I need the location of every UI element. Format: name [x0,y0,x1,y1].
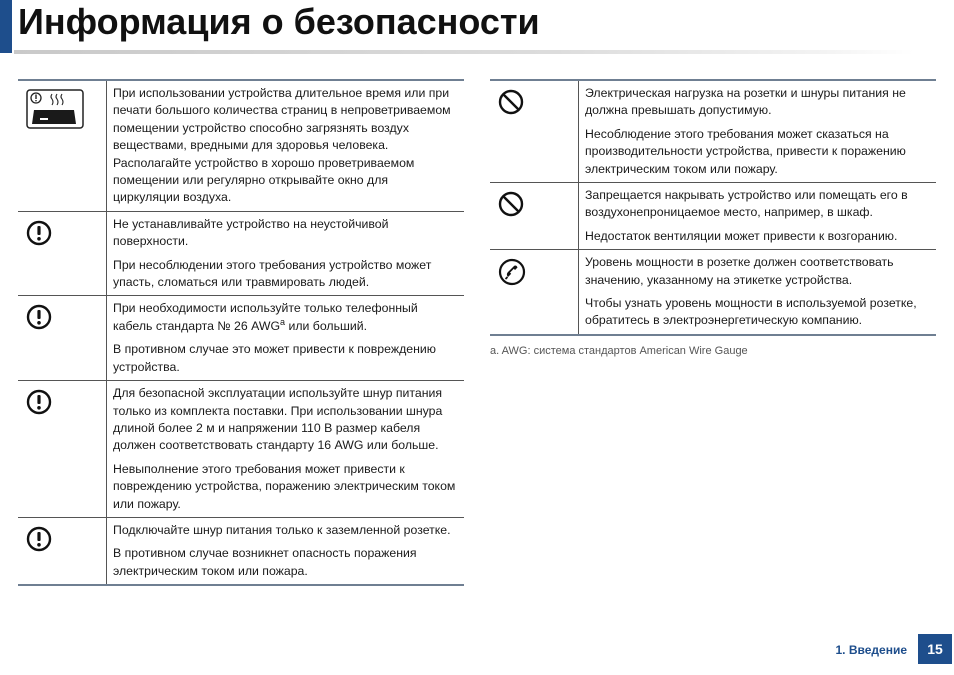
page-number: 15 [918,634,952,664]
safety-table-right [490,79,936,336]
table-row [490,80,936,183]
safety-text: Для безопасной эксплуатации используйте шнур питания только из комплекта поставки. При использовании шнура длиной более 2 м и напряжении 110 В размер кабеля должен соответствовать стандарту 16 AWG или больше. [113,386,443,453]
table-row [18,80,464,211]
footnote-ref[interactable]: a [280,316,286,327]
table-row [18,296,464,381]
safety-text: При использовании устройства длительное время или при печати большого количества страниц в непроветриваемом помещении устройство способно загрязнять воздух веществами, вредными для здоровья человека. Располагайте устройство в хорошо проветриваемом помещении или регулярно открывайте окно для циркуляции воздуха. [113,86,451,205]
prohibited-icon [498,191,578,217]
caution-icon [26,389,106,415]
safety-text: Запрещается накрывать устройство или помещать его в воздухонепроницаемое место, например, в шкаф. [585,188,908,220]
safety-consequence: Несоблюдение этого требования может сказаться на производительности устройства, привести к поражению электрическим током или пожару. [585,126,906,176]
safety-text: Подключайте шнур питания только к заземленной розетке. [113,522,451,537]
prohibited-icon [498,89,578,115]
caution-icon [26,220,106,246]
footnote: a. AWG: система стандартов American Wire Gauge [490,345,748,357]
safety-consequence: При несоблюдении этого требования устройство может упасть, сломаться или травмировать людей. [113,257,432,290]
table-row [490,183,936,250]
table-row [18,381,464,518]
table-row [490,250,936,335]
safety-text [113,300,458,335]
safety-text: Электрическая нагрузка на розетки и шнуры питания не должна превышать допустимую. [585,86,906,118]
safety-consequence: Чтобы узнать уровень мощности в используемой розетке, обратитесь в электроэнергетическую компанию. [585,296,917,328]
title-underline [14,50,914,54]
caution-icon [26,304,106,330]
table-row [18,517,464,585]
safety-text: Не устанавливайте устройство на неустойчивой поверхности. [113,216,389,249]
safety-consequence: В противном случае это может привести к повреждению устройства. [113,342,436,374]
phone-handset-icon [498,258,578,286]
safety-consequence: Невыполнение этого требования может привести к повреждению устройства, поражению электрическим током или пожару. [113,461,456,511]
safety-table-left [18,79,464,586]
table-row [18,211,464,296]
caution-icon [26,526,106,552]
safety-text-part: При необходимости используйте только телефонный кабель стандарта № 26 AWG [113,301,418,333]
page-title: Информация о безопасности [18,1,540,42]
safety-text: Уровень мощности в розетке должен соответствовать значению, указанному на этикетке устройства. [585,255,894,287]
chapter-link[interactable]: 1. Введение [835,643,907,657]
title-accent-bar [0,0,12,53]
safety-consequence: В противном случае возникнет опасность поражения электрическим током или пожара. [113,546,417,578]
safety-consequence: Недостаток вентиляции может привести к возгоранию. [585,228,898,243]
printer-heat-caution-icon [26,89,106,129]
safety-text-part: или больший. [285,318,368,333]
